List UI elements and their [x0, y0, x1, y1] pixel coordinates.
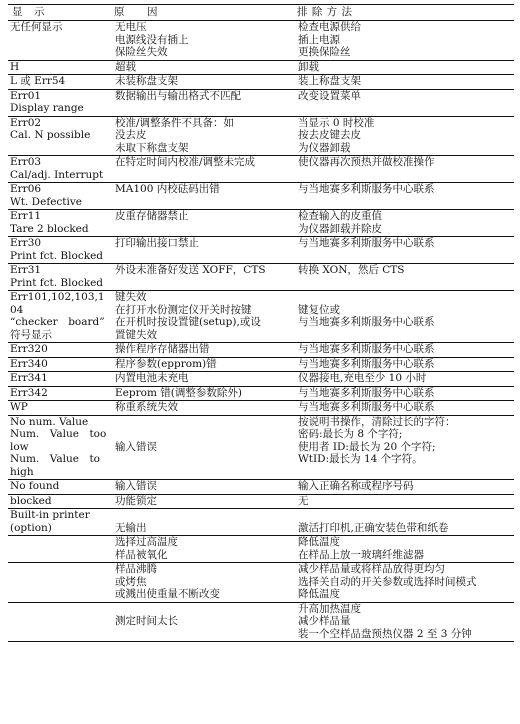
cause-line: 或烤焦: [115, 575, 147, 588]
solution-line: 转换 XON，然后 CTS: [298, 264, 405, 276]
header-display: 显 示: [8, 5, 111, 21]
table-row: [8, 602, 514, 642]
display-line: Err101,102,103,1: [10, 291, 105, 303]
solution-cell: [294, 494, 514, 509]
cause-cell: [111, 509, 294, 536]
cause-line: 内置电池未充电: [115, 372, 189, 384]
solution-cell: [294, 75, 514, 90]
display-line: Err340: [10, 357, 48, 370]
cause-line: 功能锁定: [115, 494, 157, 507]
solution-line: 按去皮键去皮: [298, 129, 361, 141]
solution-line: [298, 509, 512, 522]
display-cell: [8, 372, 111, 387]
display-cell: [8, 509, 111, 536]
display-line: “checker board”: [10, 316, 105, 328]
solution-line: 输入正确名称或程序号码: [298, 480, 414, 492]
cause-line: 输入错误: [115, 480, 157, 492]
display-cell: [8, 183, 111, 210]
solution-line: 仪器接电,充电至少 10 小时: [298, 372, 427, 384]
display-cell: [8, 563, 111, 603]
display-line: Err30: [10, 237, 42, 249]
solution-line: 检查电源供给: [298, 21, 361, 33]
display-line: Err03: [10, 156, 42, 168]
cause-cell: [111, 291, 294, 343]
display-cell: [8, 536, 111, 563]
table-row: [8, 563, 514, 603]
cause-line: [115, 428, 292, 441]
cause-line: 打印输出接口禁止: [115, 237, 199, 249]
solution-line: 与当地赛多利斯服务中心联系: [298, 401, 435, 413]
display-cell: [8, 291, 111, 343]
solution-line: 改变设置菜单: [298, 89, 361, 102]
solution-line: 检查输入的皮重值: [298, 210, 382, 222]
solution-line: 使用者 ID:最长为 20 个字符;: [298, 440, 436, 453]
cause-line: [115, 603, 292, 616]
display-line: Err06: [10, 183, 42, 195]
cause-line: 称重系统失效: [115, 401, 178, 413]
cause-line: MA100 内校砝码出错: [115, 183, 220, 195]
solution-line: 升高加热温度: [298, 602, 361, 615]
display-line: blocked: [10, 494, 52, 507]
display-cell: [8, 401, 111, 416]
solution-line: 为仪器卸载: [298, 141, 351, 154]
display-cell: [8, 415, 111, 480]
display-line: 无任何显示: [10, 21, 63, 33]
solution-line: [298, 291, 512, 304]
solution-line: 无: [298, 494, 309, 507]
display-line: 04: [10, 303, 24, 316]
solution-line: 减少样品量或将样品放得更均匀: [298, 563, 445, 575]
display-line: No found: [10, 480, 60, 492]
display-line: L 或 Err54: [10, 75, 66, 87]
solution-line: 密码:最长为 8 个字符;: [298, 428, 403, 440]
display-cell: [8, 116, 111, 156]
solution-cell: [294, 372, 514, 387]
solution-cell: [294, 183, 514, 210]
cause-cell: [111, 343, 294, 358]
table-row: [8, 357, 514, 372]
solution-line: 为仪器卸载并除皮: [298, 222, 382, 235]
cause-line: 超载: [115, 60, 136, 73]
solution-line: 降低温度: [298, 536, 340, 548]
solution-line: 与当地赛多利斯服务中心联系: [298, 343, 435, 355]
cause-cell: [111, 563, 294, 603]
display-cell: [8, 210, 111, 237]
cause-line: 未取下称盘支架: [115, 141, 189, 154]
display-line: low: [10, 440, 29, 453]
display-cell: [8, 237, 111, 264]
cause-line: 没去皮: [115, 129, 147, 141]
cause-line: 皮重存储器禁止: [115, 210, 189, 222]
cause-cell: [111, 386, 294, 401]
solution-cell: [294, 386, 514, 401]
cause-cell: [111, 237, 294, 264]
header-cause: 原 因: [111, 5, 294, 21]
display-line: Err02: [10, 116, 42, 129]
display-line: Err11: [10, 210, 42, 222]
cause-line: [115, 416, 292, 429]
solution-cell: [294, 60, 514, 75]
cause-cell: [111, 415, 294, 480]
solution-cell: [294, 237, 514, 264]
solution-line: 与当地赛多利斯服务中心联系: [298, 357, 435, 370]
display-cell: [8, 343, 111, 358]
header-solution: 排 除 方 法: [294, 5, 514, 21]
cause-line: 选择过高温度: [115, 536, 178, 548]
cause-cell: [111, 210, 294, 237]
cause-cell: [111, 372, 294, 387]
solution-line: 与当地赛多利斯服务中心联系: [298, 237, 435, 249]
cause-cell: [111, 60, 294, 75]
display-line: 符号显示: [10, 328, 52, 341]
cause-line: 外设未准备好发送 XOFF，CTS: [115, 264, 266, 276]
cause-line: 校准/调整条件不具备：如: [115, 116, 235, 129]
display-line: Cal/adj. Interrupt: [10, 168, 104, 181]
solution-line: 更换保险丝: [298, 46, 351, 58]
table-row: [8, 291, 514, 343]
solution-line: 卸载: [298, 60, 319, 73]
solution-line: 降低温度: [298, 588, 340, 600]
table-row: [8, 116, 514, 156]
display-cell: [8, 386, 111, 401]
cause-line: 未装称盘支架: [115, 75, 178, 87]
table-row: [8, 415, 514, 480]
table-row: [8, 509, 514, 536]
display-line: Err342: [10, 386, 48, 399]
table-row: [8, 386, 514, 401]
cause-line: 操作程序存储器出错: [115, 343, 210, 355]
display-line: Err31: [10, 264, 42, 276]
cause-line: 输入错误: [115, 440, 157, 453]
troubleshooting-sheet: [8, 4, 514, 642]
solution-cell: [294, 116, 514, 156]
solution-cell: [294, 536, 514, 563]
cause-line: 无输出: [115, 521, 147, 534]
solution-cell: [294, 602, 514, 642]
cause-line: 在开机时按设置键(setup),或设: [115, 316, 261, 328]
solution-cell: [294, 291, 514, 343]
solution-line: 装上称盘支架: [298, 75, 361, 87]
cause-line: 样品被氧化: [115, 548, 168, 561]
display-line: Print fct. Blocked: [10, 249, 103, 262]
display-line: Err341: [10, 372, 48, 384]
cause-cell: [111, 494, 294, 509]
solution-line: 装一个空样品盘预热仪器 2 至 3 分钟: [298, 627, 472, 640]
cause-line: 置键失效: [115, 328, 157, 341]
display-cell: [8, 60, 111, 75]
display-line: Cal. N possible: [10, 129, 91, 141]
solution-cell: [294, 21, 514, 61]
solution-line: 键复位或: [298, 303, 340, 316]
table-row: [8, 264, 514, 291]
display-cell: [8, 156, 111, 183]
solution-cell: [294, 563, 514, 603]
display-cell: [8, 357, 111, 372]
table-row: [8, 494, 514, 509]
display-line: Err320: [10, 343, 48, 355]
solution-line: 按说明书操作，清除过长的字符：: [298, 415, 456, 428]
cause-line: 电源线没有插上: [115, 33, 189, 46]
display-cell: [8, 21, 111, 61]
cause-line: 无电压: [115, 21, 147, 33]
display-line: Err01: [10, 89, 42, 102]
cause-line: 数据输出与输出格式不匹配: [115, 89, 241, 102]
solution-line: 插上电源: [298, 33, 340, 46]
display-line: Num. Value to: [10, 453, 100, 465]
solution-cell: [294, 480, 514, 495]
cause-cell: [111, 116, 294, 156]
header-row: [8, 5, 514, 21]
table-row: [8, 480, 514, 495]
cause-line: 样品沸腾: [115, 563, 157, 575]
troubleshooting-table: [8, 4, 514, 642]
display-cell: [8, 75, 111, 90]
solution-line: 与当地赛多利斯服务中心联系: [298, 183, 435, 195]
cause-line: 程序参数(epprom)错: [115, 357, 217, 370]
display-line: Tare 2 blocked: [10, 222, 89, 235]
cause-cell: [111, 264, 294, 291]
cause-cell: [111, 480, 294, 495]
table-row: [8, 183, 514, 210]
cause-line: 或溅出使重量不断改变: [115, 588, 220, 600]
solution-cell: [294, 415, 514, 480]
cause-cell: [111, 21, 294, 61]
cause-line: [115, 509, 292, 522]
display-line: Display range: [10, 102, 84, 114]
table-row: [8, 401, 514, 416]
display-line: No num. Value: [10, 415, 89, 428]
cause-cell: [111, 602, 294, 642]
display-line: WP: [10, 401, 28, 413]
cause-cell: [111, 156, 294, 183]
display-cell: [8, 480, 111, 495]
solution-line: WtID:最长为 14 个字符。: [298, 453, 423, 465]
display-cell: [8, 264, 111, 291]
cause-line: 在打开水份测定仪开关时按键: [115, 303, 252, 316]
solution-cell: [294, 156, 514, 183]
solution-cell: [294, 264, 514, 291]
display-line: H: [10, 60, 20, 73]
table-row: [8, 21, 514, 61]
solution-line: 使仪器再次预热并做校准操作: [298, 156, 435, 168]
solution-line: 减少样品量: [298, 615, 351, 627]
cause-cell: [111, 357, 294, 372]
table-row: [8, 210, 514, 237]
solution-cell: [294, 210, 514, 237]
display-cell: [8, 494, 111, 509]
cause-cell: [111, 401, 294, 416]
table-row: [8, 89, 514, 116]
solution-cell: [294, 357, 514, 372]
display-line: Num. Value too: [10, 428, 107, 440]
table-row: [8, 343, 514, 358]
cause-line: 测定时间太长: [115, 615, 178, 627]
cause-line: 保险丝失效: [115, 46, 168, 58]
cause-cell: [111, 75, 294, 90]
display-line: Print fct. Blocked: [10, 276, 103, 289]
table-row: [8, 372, 514, 387]
cause-cell: [111, 89, 294, 116]
display-line: Wt. Defective: [10, 195, 83, 208]
display-cell: [8, 602, 111, 642]
table-row: [8, 60, 514, 75]
solution-line: 在样品上放一玻璃纤维滤器: [298, 548, 424, 561]
solution-cell: [294, 343, 514, 358]
cause-cell: [111, 183, 294, 210]
cause-line: Eeprom 错(调整参数除外): [115, 386, 242, 399]
solution-line: 激活打印机,正确安装色带和纸卷: [298, 521, 449, 534]
display-line: Built-in printer: [10, 509, 90, 521]
cause-line: 在特定时间内校准/调整未完成: [115, 156, 256, 168]
solution-cell: [294, 89, 514, 116]
table-row: [8, 156, 514, 183]
solution-line: 与当地赛多利斯服务中心联系: [298, 386, 435, 399]
display-line: (option): [10, 521, 52, 534]
table-row: [8, 237, 514, 264]
solution-line: 选择关自动的开关参数或选择时间模式: [298, 575, 477, 588]
solution-cell: [294, 509, 514, 536]
table-row: [8, 536, 514, 563]
solution-cell: [294, 401, 514, 416]
display-line: high: [10, 465, 34, 478]
table-body: [8, 21, 514, 642]
display-cell: [8, 89, 111, 116]
cause-line: 键失效: [115, 291, 147, 303]
solution-line: 当显示 0 时校准: [298, 116, 375, 129]
solution-line: 与当地赛多利斯服务中心联系: [298, 316, 435, 328]
cause-cell: [111, 536, 294, 563]
table-row: [8, 75, 514, 90]
